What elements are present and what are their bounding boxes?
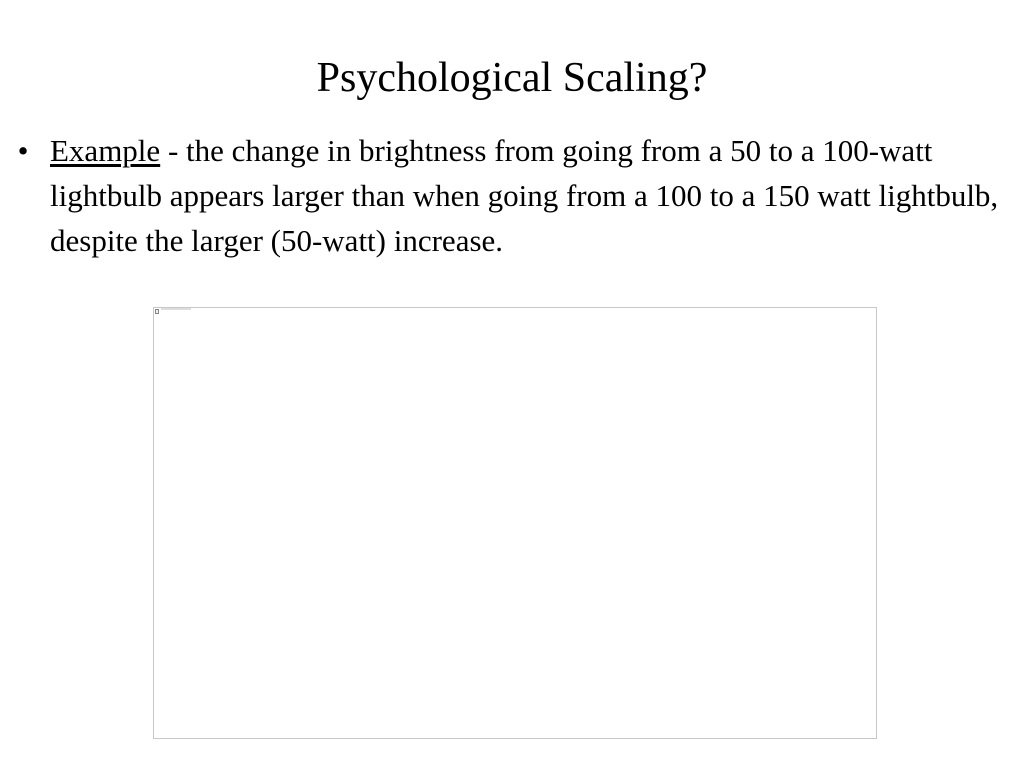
- broken-image-icon: [155, 309, 159, 314]
- image-placeholder: [153, 307, 877, 739]
- bullet-keyword: Example: [50, 133, 161, 168]
- slide-title: Psychological Scaling?: [316, 55, 708, 101]
- bullet-item: [8, 128, 1013, 263]
- placeholder-caption: [161, 308, 191, 310]
- bullet-marker: •: [17, 133, 29, 168]
- bullet-text: - the change in brightness from going from a 50 to a 100-watt lightbulb appears larger than when going from a 100 to a 150 watt lightbulb, despite the larger (50-watt) increase.: [50, 133, 999, 258]
- bullet-list: [8, 128, 1013, 263]
